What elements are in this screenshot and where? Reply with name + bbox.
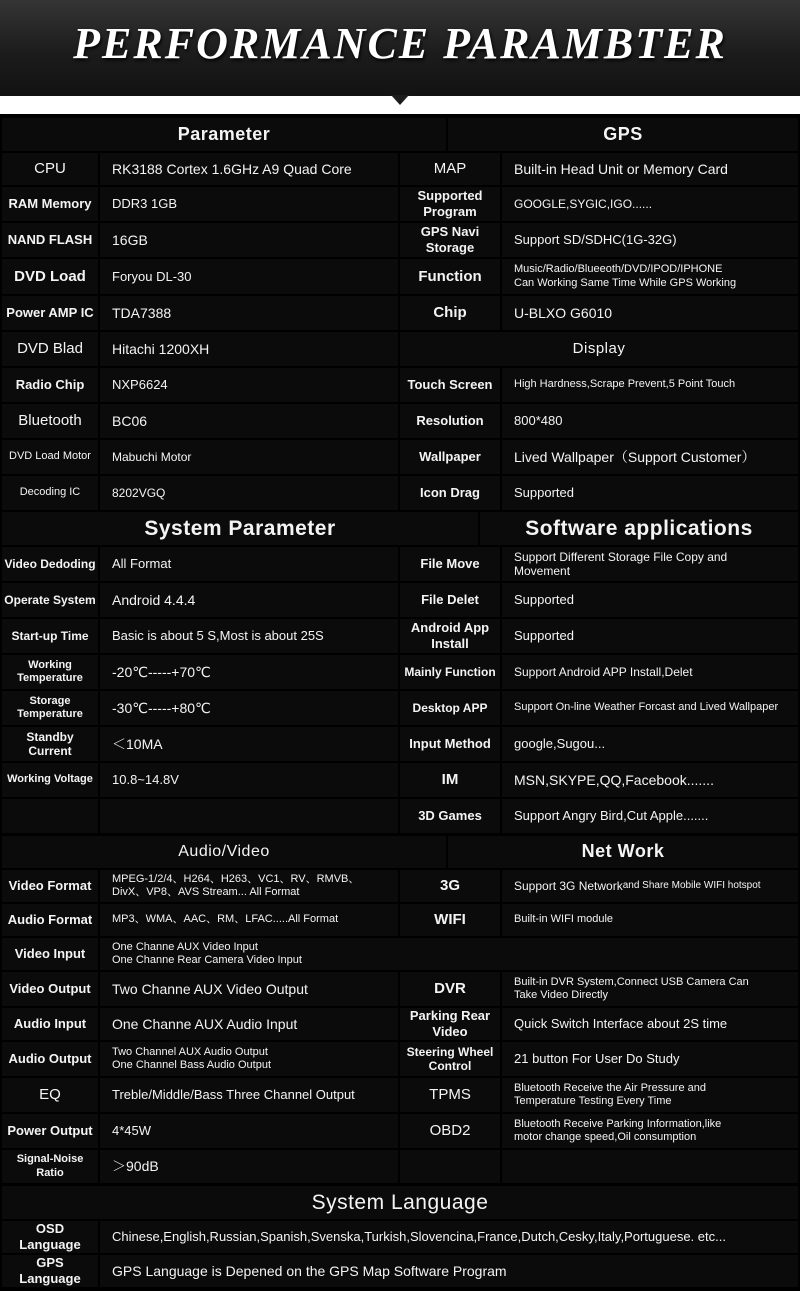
supported-program-label-line1: Supported <box>417 188 483 204</box>
empty-network-label-cell <box>400 1150 500 1183</box>
empty-label-cell <box>2 799 98 833</box>
function-value <box>502 259 798 294</box>
3d-games-value: Support Angry Bird,Cut Apple....... <box>502 799 798 833</box>
title-banner <box>0 0 800 96</box>
3g-value-note: and Share Mobile WIFI hotspot <box>622 880 761 891</box>
section-header-gps: GPS <box>448 118 798 151</box>
radio-chip-value: NXP6624 <box>100 368 398 402</box>
input-method-label: Input Method <box>400 727 500 761</box>
video-output-label: Video Output <box>2 972 98 1006</box>
tpms-value-line1: Bluetooth Receive the Air Pressure and <box>514 1081 707 1094</box>
signal-noise-ratio-label: Signal-Noise Ratio <box>2 1150 98 1183</box>
working-temperature-label <box>2 655 98 689</box>
tpms-value-line2: Temperature Testing Every Time <box>514 1095 672 1107</box>
operate-system-value: Android 4.4.4 <box>100 583 398 617</box>
section-header-parameter: Parameter <box>2 118 446 151</box>
obd2-value-line2: motor change speed,Oil consumption <box>514 1131 697 1143</box>
3g-value <box>502 870 798 902</box>
nand-flash-value: 16GB <box>100 223 398 257</box>
page-title: PERFORMANCE PARAMBTER <box>73 19 727 68</box>
power-amp-ic-label: Power AMP IC <box>2 296 98 330</box>
video-output-value: Two Channe AUX Video Output <box>100 972 398 1006</box>
dvr-label: DVR <box>400 972 500 1006</box>
power-output-label: Power Output <box>2 1114 98 1148</box>
dvd-blad-value: Hitachi 1200XH <box>100 332 398 366</box>
signal-noise-ratio-value: ＞90dB <box>100 1150 398 1183</box>
dvd-load-label: DVD Load <box>2 259 98 294</box>
im-label: IM <box>400 763 500 797</box>
section-header-system-parameter: System Parameter <box>2 512 478 545</box>
dvr-value-line1: Built-in DVR System,Connect USB Camera Can <box>514 975 749 988</box>
bluetooth-label: Bluetooth <box>2 404 98 438</box>
spec-table <box>0 114 800 1291</box>
touch-screen-value: High Hardness,Scrape Prevent,5 Point Touch <box>502 368 798 402</box>
video-decoding-value: All Format <box>100 547 398 581</box>
dvr-value-line2: Take Video Directly <box>514 989 608 1001</box>
obd2-value-line1: Bluetooth Receive Parking Information,like <box>514 1117 722 1130</box>
android-app-install-label <box>400 619 500 653</box>
power-output-value: 4*45W <box>100 1114 398 1148</box>
steering-wheel-control-label-line1: Steering Wheel <box>406 1044 494 1059</box>
eq-value: Treble/Middle/Bass Three Channel Output <box>100 1078 398 1112</box>
working-temperature-label-line2: Temperature <box>17 672 83 684</box>
audio-input-value: One Channe AUX Audio Input <box>100 1008 398 1040</box>
gps-navi-storage-label <box>400 223 500 257</box>
video-format-label: Video Format <box>2 870 98 902</box>
obd2-value <box>502 1114 798 1148</box>
operate-system-label: Operate System <box>2 583 98 617</box>
audio-input-label: Audio Input <box>2 1008 98 1040</box>
empty-value-cell <box>100 799 398 833</box>
section-header-net-work: Net Work <box>448 836 798 868</box>
function-value-line2: Can Working Same Time While GPS Working <box>514 276 737 289</box>
file-delet-label: File Delet <box>400 583 500 617</box>
video-input-value <box>100 938 798 970</box>
banner-arrow-decoration <box>391 95 409 105</box>
resolution-value: 800*480 <box>502 404 798 438</box>
storage-temperature-label-line2: Temperature <box>17 708 83 720</box>
input-method-value: google,Sugou... <box>502 727 798 761</box>
nand-flash-label: NAND FLASH <box>2 223 98 257</box>
gps-navi-storage-value: Support SD/SDHC(1G-32G) <box>502 223 798 257</box>
dvd-load-motor-label: DVD Load Motor <box>2 440 98 474</box>
storage-temperature-value: -30℃-----+80℃ <box>100 691 398 725</box>
icon-drag-value: Supported <box>502 476 798 510</box>
dvd-blad-label: DVD Blad <box>2 332 98 366</box>
section-header-software-applications: Software applications <box>480 512 798 545</box>
radio-chip-label: Radio Chip <box>2 368 98 402</box>
gps-navi-storage-label-line2: Storage <box>425 240 475 255</box>
wifi-label: WIFI <box>400 904 500 936</box>
android-app-install-label-line2: Install <box>431 636 469 651</box>
cpu-value: RK3188 Cortex 1.6GHz A9 Quad Core <box>100 153 398 185</box>
video-decoding-label: Video Dedoding <box>2 547 98 581</box>
obd2-label: OBD2 <box>400 1114 500 1148</box>
working-voltage-label: Working Voltage <box>2 763 98 797</box>
dvd-load-motor-value: Mabuchi Motor <box>100 440 398 474</box>
osd-language-label: OSD Language <box>2 1221 98 1253</box>
resolution-label: Resolution <box>400 404 500 438</box>
gps-language-label: GPS Language <box>2 1255 98 1287</box>
video-input-value-line2: One Channe Rear Camera Video Input <box>112 954 302 966</box>
dvd-load-value: Foryou DL-30 <box>100 259 398 294</box>
3g-label: 3G <box>400 870 500 902</box>
chip-value: U-BLXO G6010 <box>502 296 798 330</box>
empty-network-value-cell <box>502 1150 798 1183</box>
audio-output-value-line2: One Channel Bass Audio Output <box>112 1059 271 1071</box>
audio-format-label: Audio Format <box>2 904 98 936</box>
android-app-install-label-line1: Android App <box>410 620 490 636</box>
steering-wheel-control-label-line2: Control <box>428 1059 472 1073</box>
mainly-function-label: Mainly Function <box>400 655 500 689</box>
gps-language-value: GPS Language is Depened on the GPS Map Software Program <box>100 1255 798 1287</box>
touch-screen-label: Touch Screen <box>400 368 500 402</box>
file-delet-value: Supported <box>502 583 798 617</box>
desktop-app-value: Support On-line Weather Forcast and Lived Wallpaper <box>502 691 798 725</box>
working-voltage-value: 10.8~14.8V <box>100 763 398 797</box>
supported-program-label-line2: Program <box>423 204 477 219</box>
decoding-ic-value: 8202VGQ <box>100 476 398 510</box>
function-label: Function <box>400 259 500 294</box>
audio-format-value: MP3、WMA、AAC、RM、LFAC.....All Format <box>100 904 398 936</box>
file-move-value: Support Different Storage File Copy and Movement <box>502 547 798 581</box>
standby-current-value: ＜10MA <box>100 727 398 761</box>
function-value-line1: Music/Radio/Blueeoth/DVD/IPOD/IPHONE <box>514 263 723 276</box>
parking-rear-video-label <box>400 1008 500 1040</box>
audio-output-value-line1: Two Channel AUX Audio Output <box>112 1045 268 1058</box>
wallpaper-value: Lived Wallpaper（Support Customer） <box>502 440 798 474</box>
section-header-audio-video: Audio/Video <box>2 836 446 868</box>
decoding-ic-label: Decoding IC <box>2 476 98 510</box>
storage-temperature-label-line1: Storage <box>29 694 71 707</box>
video-input-label: Video Input <box>2 938 98 970</box>
desktop-app-label: Desktop APP <box>400 691 500 725</box>
wifi-value: Built-in WIFI module <box>502 904 798 936</box>
cpu-label: CPU <box>2 153 98 185</box>
video-input-value-line1: One Channe AUX Video Input <box>112 940 258 953</box>
power-amp-ic-value: TDA7388 <box>100 296 398 330</box>
dvr-value <box>502 972 798 1006</box>
working-temperature-value: -20℃-----+70℃ <box>100 655 398 689</box>
map-label: MAP <box>400 153 500 185</box>
3d-games-label: 3D Games <box>400 799 500 833</box>
steering-wheel-control-label <box>400 1042 500 1076</box>
mainly-function-value: Support Android APP Install,Delet <box>502 655 798 689</box>
startup-time-label: Start-up Time <box>2 619 98 653</box>
working-temperature-label-line1: Working <box>28 658 72 671</box>
android-app-install-value: Supported <box>502 619 798 653</box>
map-value: Built-in Head Unit or Memory Card <box>502 153 798 185</box>
osd-language-value: Chinese,English,Russian,Spanish,Svenska,Turkish,Slovencina,France,Dutch,Cesky,Italy,Portuguese. etc... <box>100 1221 798 1253</box>
supported-program-label <box>400 187 500 221</box>
file-move-label: File Move <box>400 547 500 581</box>
section-header-system-language: System Language <box>2 1186 798 1219</box>
section-header-display: Display <box>400 332 798 366</box>
tpms-label: TPMS <box>400 1078 500 1112</box>
video-format-value-line2: DivX、VP8、AVS Stream... All Format <box>112 886 300 898</box>
storage-temperature-label <box>2 691 98 725</box>
video-format-value-line1: MPEG-1/2/4、H264、H263、VC1、RV、RMVB、 <box>112 872 360 885</box>
parking-rear-video-label-line1: Parking Rear <box>409 1008 491 1024</box>
wallpaper-label: Wallpaper <box>400 440 500 474</box>
audio-output-value <box>100 1042 398 1076</box>
chip-label: Chip <box>400 296 500 330</box>
tpms-value <box>502 1078 798 1112</box>
3g-value-main: Support 3G Network <box>514 878 623 893</box>
parking-rear-video-label-line2: Video <box>432 1024 468 1039</box>
im-value: MSN,SKYPE,QQ,Facebook....... <box>502 763 798 797</box>
supported-program-value: GOOGLE,SYGIC,IGO...... <box>502 187 798 221</box>
video-format-value <box>100 870 398 902</box>
parking-rear-video-value: Quick Switch Interface about 2S time <box>502 1008 798 1040</box>
bluetooth-value: BC06 <box>100 404 398 438</box>
icon-drag-label: Icon Drag <box>400 476 500 510</box>
audio-output-label: Audio Output <box>2 1042 98 1076</box>
steering-wheel-control-value: 21 button For User Do Study <box>502 1042 798 1076</box>
ram-label: RAM Memory <box>2 187 98 221</box>
standby-current-label: Standby Current <box>2 727 98 761</box>
eq-label: EQ <box>2 1078 98 1112</box>
ram-value: DDR3 1GB <box>100 187 398 221</box>
startup-time-value: Basic is about 5 S,Most is about 25S <box>100 619 398 653</box>
gps-navi-storage-label-line1: GPS Navi <box>420 224 480 240</box>
